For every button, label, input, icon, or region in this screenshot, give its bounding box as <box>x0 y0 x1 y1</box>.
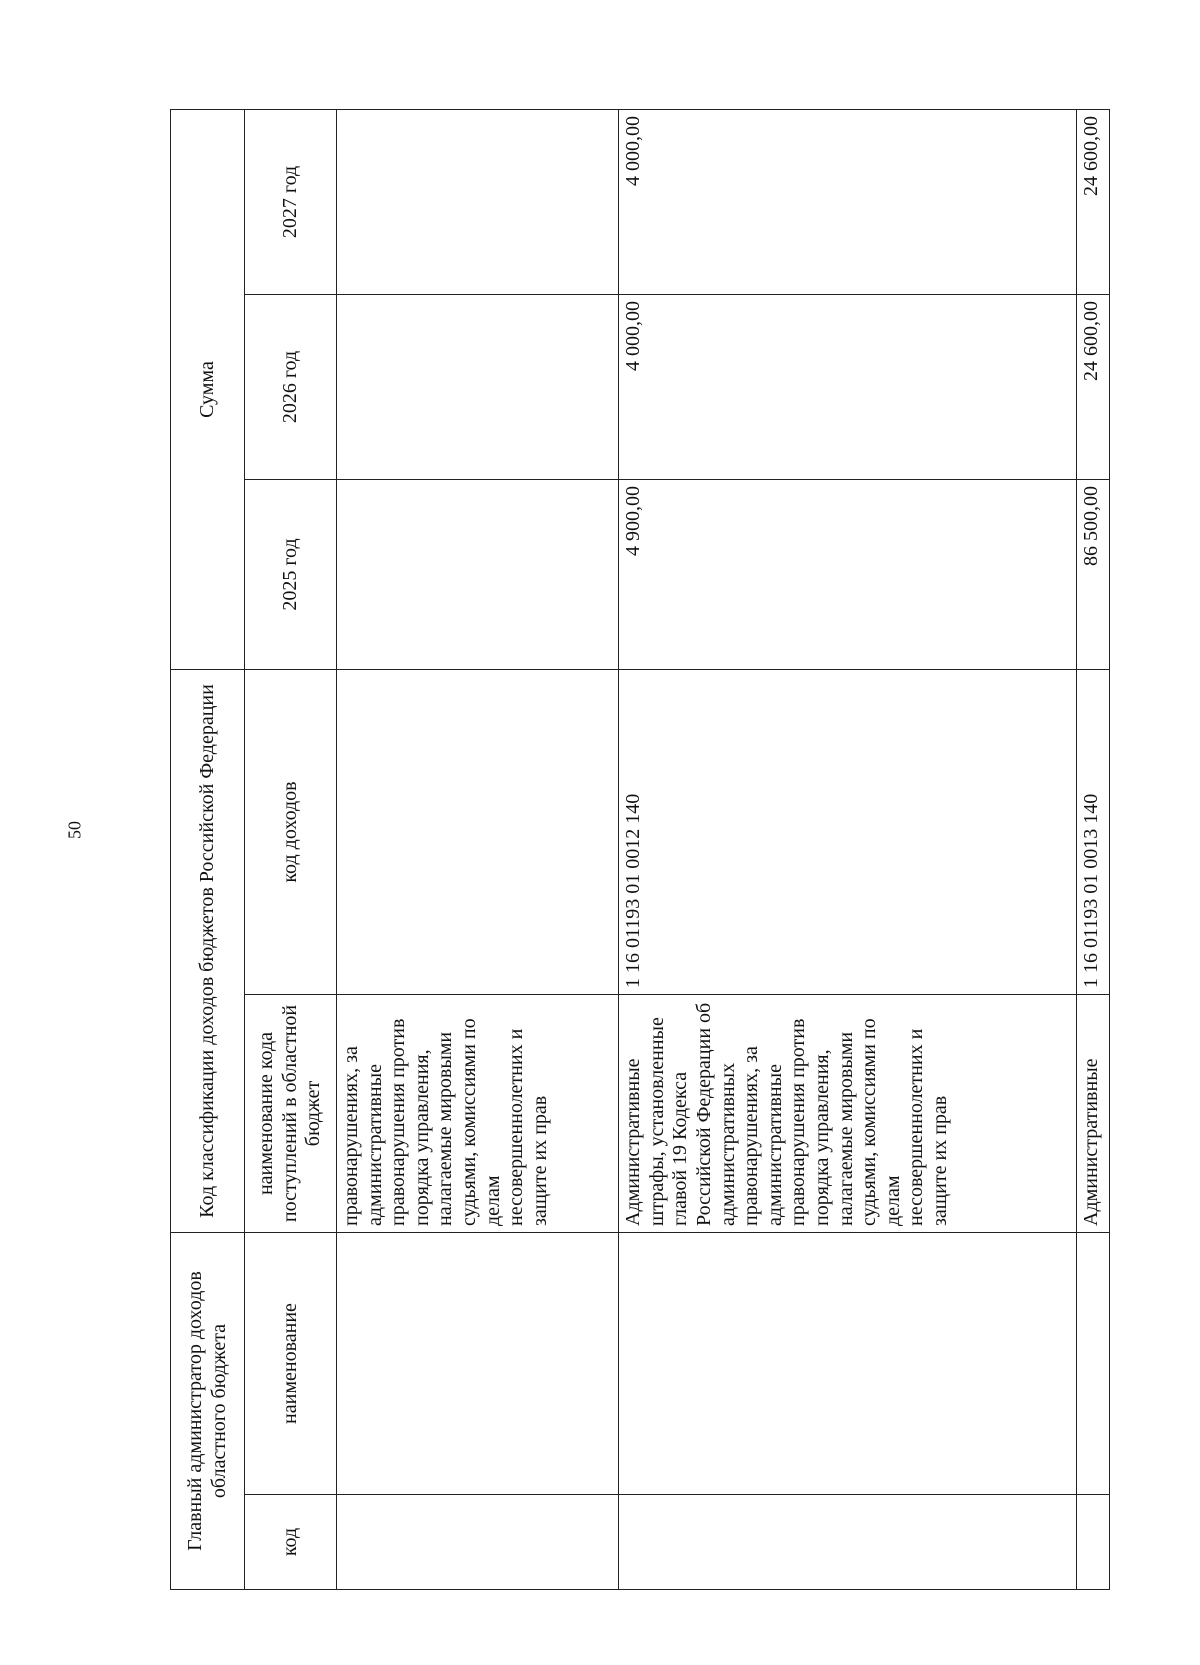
header-income-code: код доходов <box>245 670 337 995</box>
row-income-code: 1 16 01193 01 0013 140 <box>1077 670 1110 995</box>
header-code-group: Код классификации доходов бюджетов Российской Федерации <box>171 670 245 1233</box>
row-income-code <box>337 670 619 995</box>
table-header-row-2 <box>245 109 337 1589</box>
header-code: код <box>245 1495 337 1590</box>
row-income-name: правонарушениях, за административные правонарушения против порядка управления, налагаемые мировыми судьями, комиссиями по делам несовершеннолетних и защите их прав <box>337 995 619 1233</box>
row-code <box>619 1495 1077 1590</box>
header-admin-group: Главный администратор доходов областного бюджета <box>171 1233 245 1590</box>
rotated-table-container <box>170 110 1110 1590</box>
table-row <box>619 109 1077 1589</box>
row-2027: 4 000,00 <box>619 109 1077 294</box>
row-code <box>1077 1495 1110 1590</box>
header-2027: 2027 год <box>245 109 337 294</box>
row-name <box>337 1233 619 1495</box>
row-2025 <box>337 480 619 670</box>
header-sum-group: Сумма <box>171 109 245 669</box>
row-2026 <box>337 295 619 480</box>
row-2025: 86 500,00 <box>1077 480 1110 670</box>
page-number: 50 <box>64 821 85 839</box>
row-2026: 24 600,00 <box>1077 295 1110 480</box>
row-income-code: 1 16 01193 01 0012 140 <box>619 670 1077 995</box>
header-name: наименование <box>245 1233 337 1495</box>
row-2027: 24 600,00 <box>1077 109 1110 294</box>
row-2026: 4 000,00 <box>619 295 1077 480</box>
row-code <box>337 1495 619 1590</box>
table-row <box>337 109 619 1589</box>
row-name <box>619 1233 1077 1495</box>
row-income-name: Административные <box>1077 995 1110 1233</box>
row-income-name: Административные штрафы, установленные главой 19 Кодекса Российской Федерации об административных правонарушениях, за административные правонарушения против порядка управления, налагаемые мировыми судьями, комиссиями по делам несовершеннолетних и защите их прав <box>619 995 1077 1233</box>
header-2025: 2025 год <box>245 480 337 670</box>
header-income-name: наименование кода поступлений в областной бюджет <box>245 995 337 1233</box>
row-name <box>1077 1233 1110 1495</box>
table-header-row-1 <box>171 109 245 1589</box>
row-2027 <box>337 109 619 294</box>
income-classification-table <box>170 109 1110 1590</box>
row-2025: 4 900,00 <box>619 480 1077 670</box>
header-2026: 2026 год <box>245 295 337 480</box>
table-row <box>1077 109 1110 1589</box>
